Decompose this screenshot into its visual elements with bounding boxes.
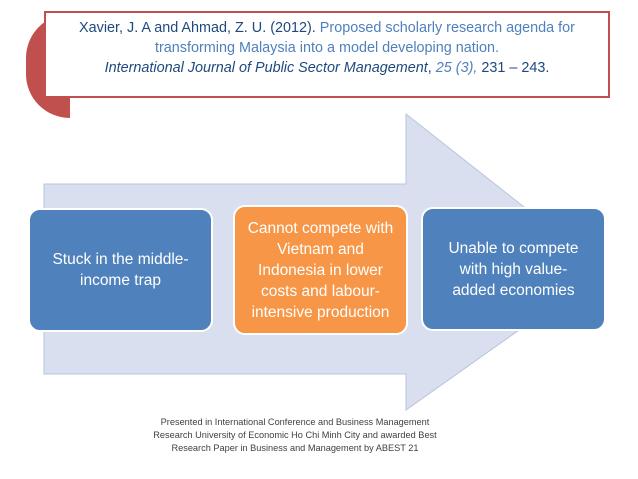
step-3-label: Unable to compete with high value-added economies xyxy=(448,239,579,299)
citation-journal: International Journal of Public Sector Management xyxy=(104,60,428,76)
step-2-box xyxy=(233,205,408,335)
step-3-box xyxy=(421,207,606,331)
citation-authors-year: Xavier, J. A and Ahmad, Z. U. (2012). xyxy=(79,20,316,36)
step-1-box xyxy=(28,208,213,332)
citation-box: Xavier, J. A and Ahmad, Z. U. (2012). Proposed scholarly research agenda for transforming Malaysia into a model developing nation. International Journal of Public Sector Management, 25 (3), 231 – 243. xyxy=(44,11,610,98)
footnote: Presented in International Conference and Business Management Research University of Economic Ho Chi Minh City and awarded Best Research Paper in Business and Management by ABEST 21 xyxy=(153,417,437,453)
citation-title: Proposed scholarly research agenda for transforming Malaysia into a model developing nation. xyxy=(155,20,575,56)
step-2-label: Cannot compete with Vietnam and Indonesia in lower costs and labour-intensive production xyxy=(247,219,394,321)
citation-pages: 231 – 243. xyxy=(481,60,550,76)
step-1-label: Stuck in the middle-income trap xyxy=(52,251,189,289)
citation-volume-issue: 25 (3), xyxy=(435,60,478,76)
